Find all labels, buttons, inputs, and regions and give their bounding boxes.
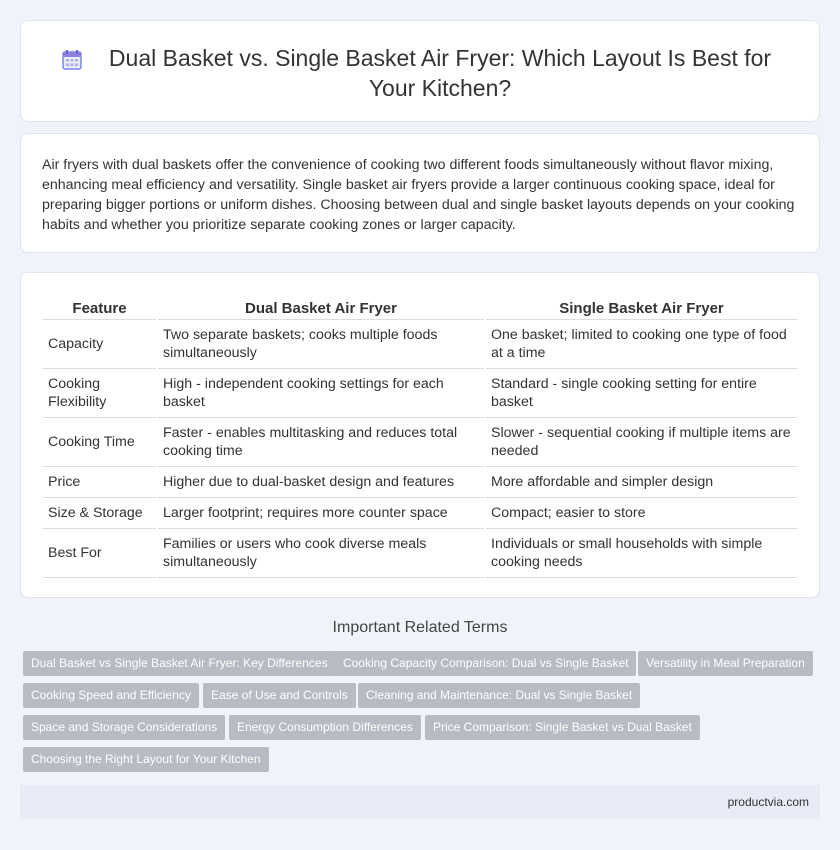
- table-cell: Two separate baskets; cooks multiple foods simultaneously: [158, 320, 484, 369]
- table-cell: Capacity: [43, 320, 156, 369]
- table-cell: Larger footprint; requires more counter space: [158, 498, 484, 529]
- intro-paragraph: Air fryers with dual baskets offer the convenience of cooking two different foods simultaneously without flavor mixing, enhancing meal efficiency and versatility. Single basket air fryers provide a larger continuous cooking space, ideal for preparing bigger portions or uniform dishes. Choosing between dual and single basket layouts depends on your cooking habits and whether you prioritize separate cooking zones or larger capacity.: [42, 157, 795, 233]
- comparison-table: [41, 295, 799, 578]
- intro-card: [20, 133, 820, 253]
- related-tag[interactable]: Price Comparison: Single Basket vs Dual Basket: [425, 715, 700, 740]
- related-terms-title: Important Related Terms: [332, 619, 508, 636]
- related-tag[interactable]: Choosing the Right Layout for Your Kitchen: [23, 747, 269, 772]
- table-cell: Size & Storage: [43, 498, 156, 529]
- table-cell: Compact; easier to store: [486, 498, 797, 529]
- table-header-row: [43, 295, 797, 320]
- table-cell: More affordable and simpler design: [486, 467, 797, 498]
- table-cell: Families or users who cook diverse meals simultaneously: [158, 529, 484, 578]
- table-row: [43, 498, 797, 529]
- footer: [20, 785, 820, 819]
- table-cell: Higher due to dual-basket design and features: [158, 467, 484, 498]
- table-cell: Best For: [43, 529, 156, 578]
- related-tag[interactable]: Cooking Speed and Efficiency: [23, 683, 199, 708]
- related-tag[interactable]: Energy Consumption Differences: [229, 715, 421, 740]
- table-cell: Standard - single cooking setting for entire basket: [486, 369, 797, 418]
- table-row: [43, 418, 797, 467]
- column-header-dual: Dual Basket Air Fryer: [158, 295, 484, 320]
- table-row: [43, 467, 797, 498]
- column-header-feature: Feature: [43, 295, 156, 320]
- footer-source: productvia.com: [727, 795, 809, 809]
- table-cell: Faster - enables multitasking and reduces total cooking time: [158, 418, 484, 467]
- table-cell: Slower - sequential cooking if multiple items are needed: [486, 418, 797, 467]
- related-tag[interactable]: Cleaning and Maintenance: Dual vs Single Basket: [358, 683, 640, 708]
- table-row: [43, 369, 797, 418]
- table-cell: Cooking Flexibility: [43, 369, 156, 418]
- related-tag[interactable]: Cooking Capacity Comparison: Dual vs Single Basket: [335, 651, 636, 676]
- table-cell: Price: [43, 467, 156, 498]
- column-header-single: Single Basket Air Fryer: [486, 295, 797, 320]
- related-tag[interactable]: Dual Basket vs Single Basket Air Fryer: Key Differences: [23, 651, 336, 676]
- table-cell: High - independent cooking settings for each basket: [158, 369, 484, 418]
- table-cell: One basket; limited to cooking one type of food at a time: [486, 320, 797, 369]
- table-row: [43, 320, 797, 369]
- table-cell: Cooking Time: [43, 418, 156, 467]
- comparison-card: [20, 272, 820, 598]
- page-title: Dual Basket vs. Single Basket Air Fryer: Which Layout Is Best for Your Kitchen?: [108, 45, 772, 101]
- related-tag[interactable]: Ease of Use and Controls: [203, 683, 356, 708]
- table-cell: Individuals or small households with simple cooking needs: [486, 529, 797, 578]
- table-row: [43, 529, 797, 578]
- related-tag[interactable]: Versatility in Meal Preparation: [638, 651, 813, 676]
- related-tag[interactable]: Space and Storage Considerations: [23, 715, 225, 740]
- title-card: [20, 20, 820, 122]
